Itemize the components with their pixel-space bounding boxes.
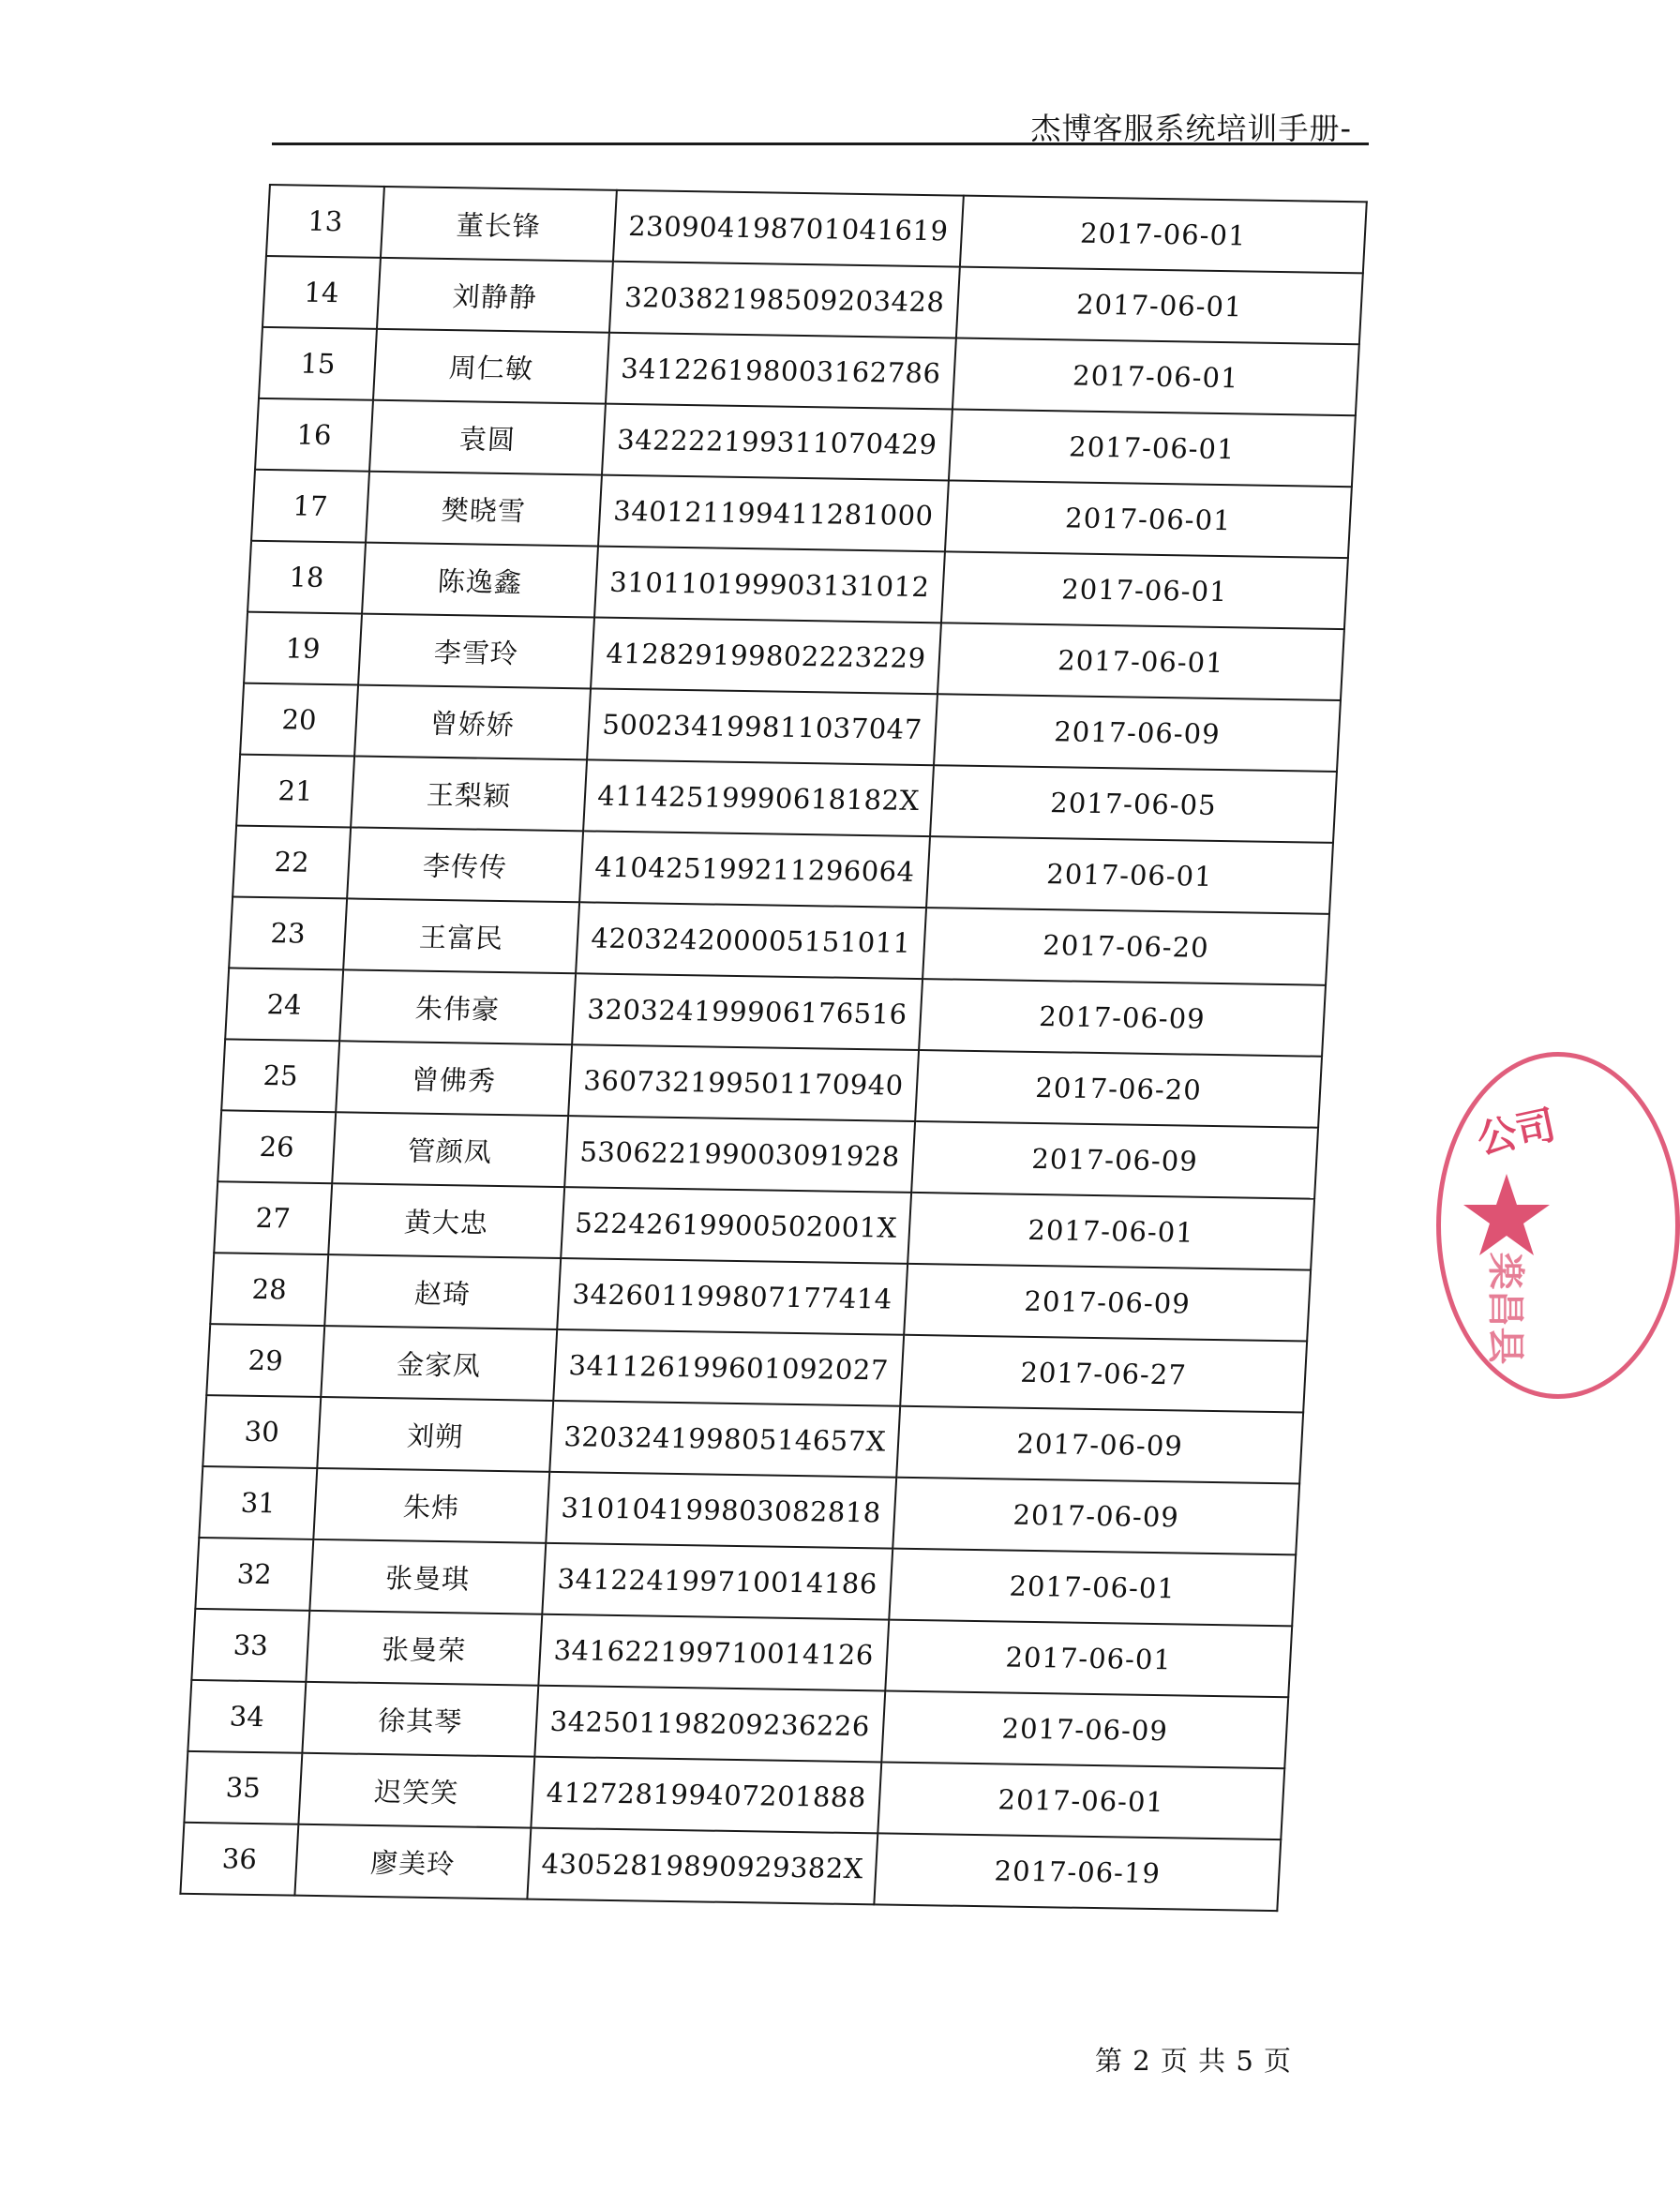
- page-number: 第 2 页 共 5 页: [1095, 2045, 1292, 2077]
- company-seal: [1436, 1052, 1680, 1399]
- date-cell: 2017-06-20: [915, 1050, 1322, 1128]
- roster-table: [179, 184, 1367, 1912]
- row-number-cell: 27: [214, 1181, 332, 1254]
- id-number-cell: 410425199211296064: [579, 831, 930, 908]
- date-cell: 2017-06-01: [908, 1193, 1314, 1270]
- name-cell: 迟笑笑: [298, 1753, 534, 1828]
- name-cell: 赵琦: [324, 1254, 561, 1329]
- name-cell: 李雪玲: [358, 614, 594, 689]
- name-cell: 曾佛秀: [336, 1041, 572, 1116]
- id-number-cell: 500234199811037047: [587, 688, 938, 765]
- date-cell: 2017-06-20: [922, 908, 1329, 985]
- row-number-cell: 31: [199, 1466, 317, 1539]
- document-title: 杰博客服系统培训手册-: [1030, 111, 1352, 146]
- date-cell: 2017-06-01: [926, 836, 1333, 914]
- name-cell: 徐其琴: [302, 1682, 538, 1757]
- date-cell: 2017-06-01: [885, 1620, 1292, 1698]
- page-header: [272, 101, 1369, 145]
- row-number-cell: 17: [251, 470, 369, 543]
- row-number-cell: 18: [248, 541, 366, 614]
- row-number-cell: 25: [221, 1039, 339, 1112]
- id-number-cell: 310110199903131012: [594, 547, 945, 623]
- seal-star-icon: [1460, 1169, 1553, 1263]
- id-number-cell: 360732199501170940: [568, 1044, 919, 1121]
- date-cell: 2017-06-01: [952, 338, 1359, 416]
- name-cell: 管颜凤: [332, 1112, 568, 1187]
- name-cell: 樊晓雪: [366, 472, 602, 547]
- id-number-cell: 342501198209236226: [534, 1686, 885, 1763]
- id-number-cell: 320382198509203428: [609, 262, 960, 338]
- row-number-cell: 14: [262, 256, 381, 329]
- name-cell: 朱伟豪: [339, 969, 576, 1044]
- date-cell: 2017-06-09: [881, 1691, 1288, 1769]
- row-number-cell: 19: [244, 612, 362, 685]
- date-cell: 2017-06-05: [930, 765, 1337, 843]
- id-number-cell: 412728199407201888: [531, 1757, 881, 1834]
- id-number-cell: 341226198003162786: [606, 333, 956, 410]
- date-cell: 2017-06-09: [892, 1478, 1299, 1555]
- date-cell: 2017-06-01: [878, 1762, 1284, 1839]
- date-cell: 2017-06-09: [934, 694, 1341, 772]
- name-cell: 王梨颖: [351, 757, 587, 832]
- row-number-cell: 34: [188, 1680, 306, 1753]
- row-number-cell: 36: [180, 1823, 298, 1896]
- id-number-cell: 340121199411281000: [598, 475, 949, 552]
- date-cell: 2017-06-27: [900, 1335, 1307, 1413]
- date-cell: 2017-06-01: [945, 480, 1352, 558]
- row-number-cell: 20: [240, 683, 358, 757]
- id-number-cell: 412829199802223229: [591, 618, 941, 695]
- id-number-cell: 420324200005151011: [576, 902, 926, 979]
- row-number-cell: 33: [191, 1609, 309, 1682]
- date-cell: 2017-06-09: [911, 1121, 1318, 1199]
- name-cell: 董长锋: [381, 187, 617, 262]
- row-number-cell: 29: [206, 1324, 324, 1397]
- id-number-cell: 310104199803082818: [546, 1472, 896, 1549]
- name-cell: 袁圆: [369, 400, 606, 475]
- row-number-cell: 32: [195, 1538, 313, 1611]
- name-cell: 廖美玲: [294, 1824, 531, 1899]
- date-cell: 2017-06-01: [889, 1549, 1296, 1627]
- id-number-cell: 341224199710014186: [542, 1543, 892, 1620]
- row-number-cell: 16: [255, 398, 373, 472]
- id-number-cell: 43052819890929382X: [527, 1828, 878, 1905]
- name-cell: 曾娇娇: [354, 685, 591, 760]
- id-number-cell: 32032419980514657X: [549, 1401, 900, 1478]
- row-number-cell: 24: [225, 968, 343, 1041]
- date-cell: 2017-06-09: [896, 1406, 1303, 1484]
- name-cell: 王富民: [343, 898, 579, 973]
- name-cell: 张曼荣: [306, 1611, 542, 1686]
- date-cell: 2017-06-01: [956, 267, 1363, 345]
- row-number-cell: 23: [229, 896, 347, 969]
- id-number-cell: 342601199807177414: [557, 1258, 908, 1335]
- date-cell: 2017-06-01: [938, 623, 1344, 700]
- name-cell: 黄大忠: [328, 1183, 564, 1258]
- id-number-cell: 52242619900502001X: [561, 1187, 911, 1264]
- row-number-cell: 26: [218, 1110, 336, 1183]
- id-number-cell: 41142519990618182X: [583, 759, 934, 836]
- id-number-cell: 230904198701041619: [613, 190, 964, 267]
- name-cell: 李传传: [347, 827, 583, 902]
- row-number-cell: 21: [236, 755, 354, 828]
- name-cell: 周仁敏: [373, 329, 609, 404]
- date-cell: 2017-06-01: [941, 551, 1348, 629]
- id-number-cell: 342222199311070429: [602, 404, 952, 481]
- id-number-cell: 530622199003091928: [564, 1116, 915, 1193]
- date-cell: 2017-06-09: [919, 979, 1326, 1057]
- name-cell: 刘朔: [317, 1397, 553, 1472]
- row-number-cell: 22: [232, 826, 351, 899]
- seal-text-lower: 楽昌县: [1483, 1252, 1527, 1365]
- roster-table-body: [180, 185, 1366, 1911]
- row-number-cell: 35: [184, 1751, 302, 1824]
- date-cell: 2017-06-09: [904, 1264, 1311, 1342]
- id-number-cell: 341126199601092027: [553, 1329, 904, 1406]
- row-number-cell: 15: [259, 327, 377, 400]
- date-cell: 2017-06-01: [960, 196, 1367, 274]
- row-number-cell: 13: [266, 185, 384, 258]
- id-number-cell: 320324199906176516: [572, 973, 922, 1050]
- name-cell: 朱炜: [313, 1468, 549, 1543]
- date-cell: 2017-06-19: [874, 1833, 1281, 1911]
- name-cell: 张曼琪: [309, 1539, 546, 1614]
- name-cell: 陈逸鑫: [362, 543, 598, 618]
- seal-text: 公司: [1473, 1101, 1560, 1164]
- name-cell: 刘静静: [377, 258, 613, 333]
- row-number-cell: 30: [202, 1395, 321, 1468]
- date-cell: 2017-06-01: [949, 409, 1356, 487]
- name-cell: 金家凤: [321, 1326, 557, 1401]
- roster-table-wrapper: [179, 184, 1365, 1912]
- row-number-cell: 28: [210, 1253, 328, 1326]
- id-number-cell: 341622199710014126: [538, 1614, 889, 1691]
